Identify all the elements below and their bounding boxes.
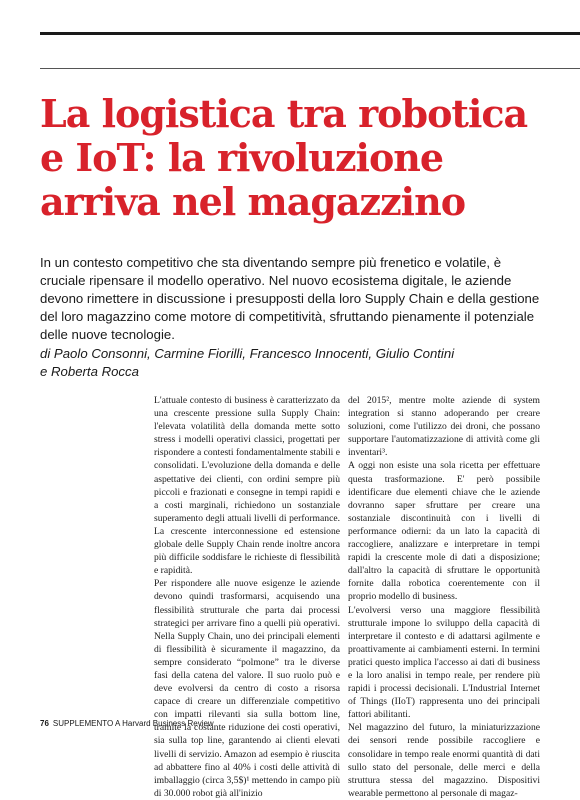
paragraph: L'evolversi verso una maggiore flessibilità strutturale impone lo sviluppo della capacità di interpretare il contesto e di adattarsi agilmente e proattivamente ai cambiamenti esterni. In termini pratici questo implica l'accesso ai dati di business e la loro analisi in tempo reale, per rendere più rapidi i processi decisionali. L'Industrial Internet of Things (IIoT) rappresenta uno dei principali fattori abilitanti. xyxy=(348,604,540,721)
top-rule xyxy=(40,32,580,35)
paragraph: L'attuale contesto di business è caratterizzato da una crescente pressione sulla Supply Chain: l'elevata volatilità della domanda mette sotto stress i modelli operativi classici, progettati per rispondere a contesti fondamentalmente stabili e consolidati. L'evoluzione della domanda e delle aspettative dei clienti, con ordini sempre più piccoli e frazionati e consegne in tempi rapidi e a costi marginali, richiedono un sostanziale superamento degli attuali livelli di performance. La crescente interconnessione ed estensione globale delle Supply Chain rende inoltre ancora più difficile soddisfare le richieste di flessibilità e rapidità. xyxy=(154,395,340,577)
paragraph: Per rispondere alle nuove esigenze le aziende devono quindi trasformarsi, acquisendo una flessibilità strutturale che parta dai processi strategici per arrivare fino a quelli più operativi. Nella Supply Chain, uno dei principali elementi di flessibilità è sicuramente il magazzino, da sempre considerato “polmone” tra le diverse fasi della catena del valore. Il suo ruolo può e deve evolversi da centro di costo a risorsa capace di creare un differenziale competitivo con impatti rilevanti sia sulla bottom line, tramite la costante riduzione dei costi operativi, sia sulla top line, garantendo ai clienti elevati livelli di servizio. Amazon ad esempio è riuscita ad abbattere fino al 40% i costi delle attività di imballaggio (circa 3,5$)¹ mettendo in campo più di 30.000 robot già all'inizio xyxy=(154,578,340,799)
paragraph: del 2015², mentre molte aziende di system integration si stanno adoperando per creare soluzioni, come l'utilizzo dei droni, che possano supportare l'automatizzazione di attività come gli inventari³. xyxy=(348,395,540,459)
sub-rule xyxy=(40,68,580,69)
authors-line-1: di Paolo Consonni, Carmine Fiorilli, Francesco Innocenti, Giulio Contini xyxy=(40,346,455,361)
footer-text: SUPPLEMENTO A Harvard Business Review xyxy=(52,719,214,728)
body-column-2 xyxy=(348,394,540,800)
title-line-1: La logistica tra robotica xyxy=(40,91,528,136)
page-footer xyxy=(40,719,214,728)
authors-line-2: e Roberta Rocca xyxy=(40,364,139,379)
article-title xyxy=(40,92,560,224)
title-line-2: e IoT: la rivoluzione xyxy=(40,135,444,180)
page-number: 76 xyxy=(40,719,49,728)
body-column-1 xyxy=(154,394,340,800)
article-lead: In un contesto competitivo che sta diventando sempre più frenetico e volatile, è cruciale ripensare il modello operativo. Nel nuovo ecosistema digitale, le aziende devono rimettere in discussione i presupposti della loro Supply Chain e della gestione del loro magazzino come motore di competitività, sfruttando pienamente il potenziale delle nuove tecnologie. xyxy=(40,255,540,342)
article-authors xyxy=(40,345,550,381)
title-line-3: arriva nel magazzino xyxy=(40,179,466,224)
paragraph: Nel magazzino del futuro, la miniaturizzazione dei sensori rende possibile raccogliere e consolidare in tempo reale enormi quantità di dati sullo stato del personale, delle merci e della struttura stessa del magazzino. Dispositivi wearable permettono al personale di magaz- xyxy=(348,722,540,799)
paragraph: A oggi non esiste una sola ricetta per effettuare questa trasformazione. E' però possibile identificare due elementi chiave che le aziende dovranno saper sfruttare per creare una sostanziale discontinuità con i livelli di performance odierni: da un lato la capacità di raccogliere, analizzare e interpretare in tempi rapidi la crescente mole di dati a disposizione; dall'altro la capacità di sfruttare le opportunità fornite dalla robotica coerentemente con il proprio modello di business. xyxy=(348,460,540,603)
